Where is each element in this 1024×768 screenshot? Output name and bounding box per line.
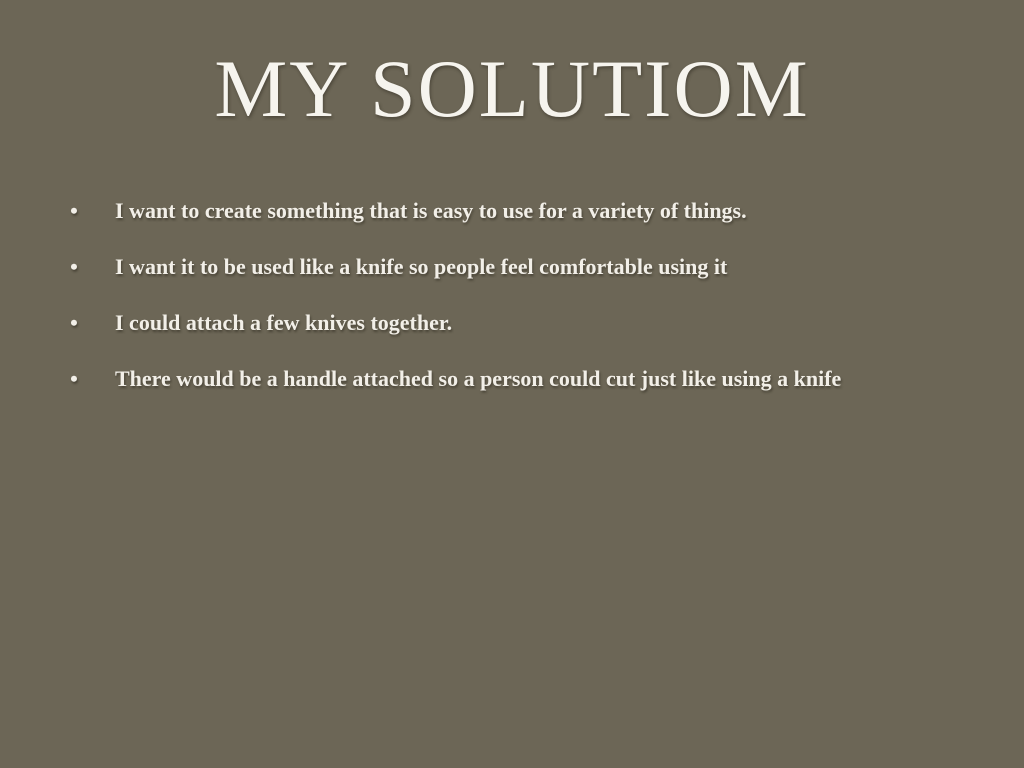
bullet-item: [0, 252, 1024, 308]
bullet-dot-icon: •: [70, 198, 78, 223]
bullet-list: [0, 196, 1024, 420]
bullet-dot-icon: •: [70, 254, 78, 279]
bullet-text: I could attach a few knives together.: [115, 310, 453, 335]
bullet-dot-icon: •: [70, 310, 78, 335]
bullet-dot-icon: •: [70, 366, 78, 391]
bullet-item: [0, 196, 1024, 252]
slide-title: MY SOLUTIOM: [214, 43, 810, 134]
bullet-text: I want to create something that is easy to use for a variety of things.: [115, 198, 747, 223]
bullet-item: [0, 364, 1024, 420]
bullet-item: [0, 308, 1024, 364]
bullet-text: There would be a handle attached so a person could cut just like using a knife: [115, 366, 842, 391]
bullet-text: I want it to be used like a knife so people feel comfortable using it: [115, 254, 728, 279]
